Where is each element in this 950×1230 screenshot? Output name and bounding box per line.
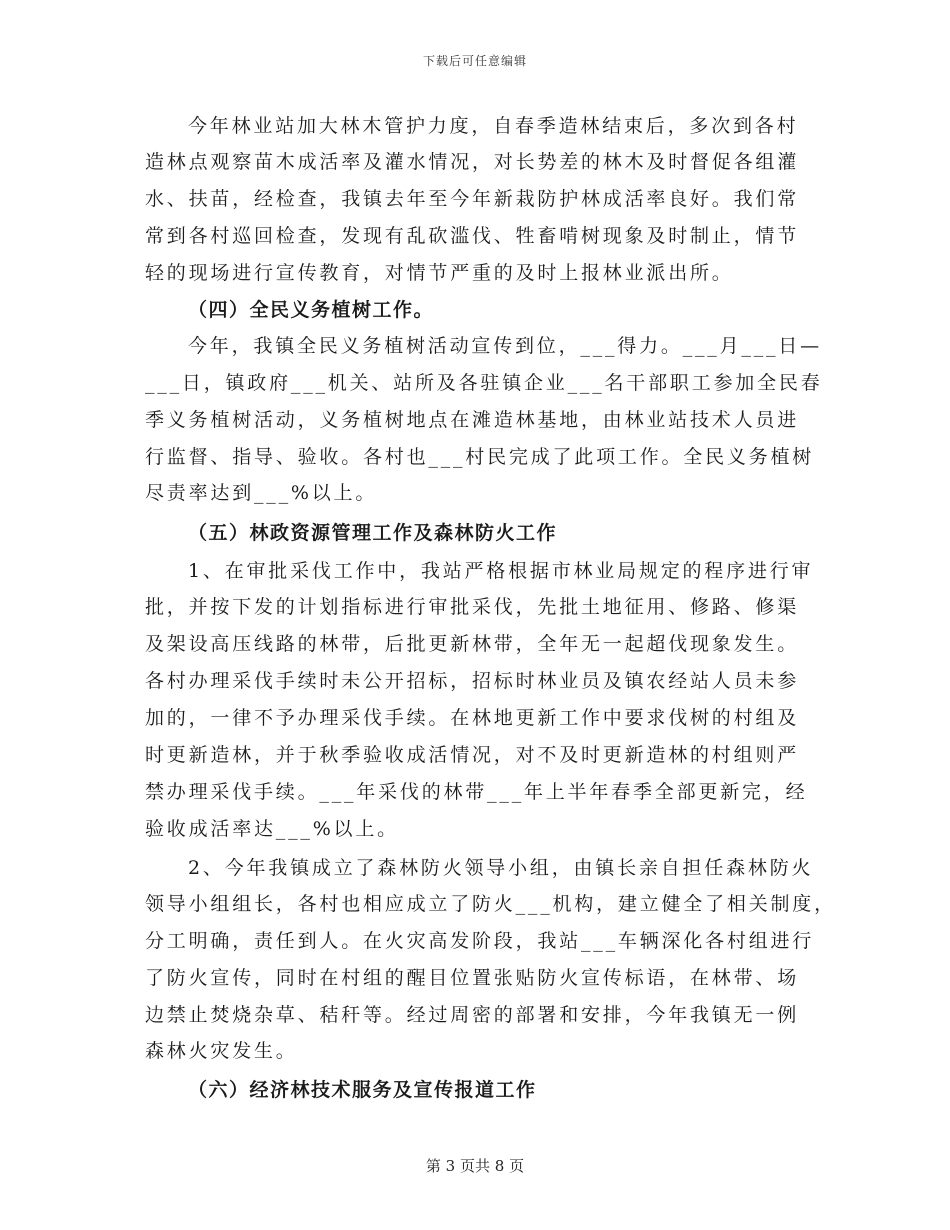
- section-heading: （四）全民义务植树工作。: [188, 299, 435, 321]
- page-footer: 第 3 页共 8 页: [425, 1157, 525, 1175]
- text-line: 今年，我镇全民义务植树活动宣传到位，___得力。___月___日—: [188, 335, 822, 357]
- text-line: 各村办理采伐手续时未公开招标，招标时林业员及镇农经站人员未参: [145, 670, 800, 692]
- text-line: 时更新造林，并于秋季验收成活情况，对不及时更新造林的村组则严: [145, 744, 800, 766]
- text-line: 尽责率达到___%以上。: [145, 482, 378, 504]
- text-line: 季义务植树活动，义务植树地点在滩造林基地，由林业站技术人员进: [145, 409, 800, 431]
- text-line: 2、今年我镇成立了森林防火领导小组，由镇长亲自担任森林防火: [188, 857, 814, 879]
- text-line: 了防火宣传，同时在村组的醒目位置张贴防火宣传标语，在林带、场: [145, 967, 800, 989]
- text-line: 水、扶苗，经检查，我镇去年至今年新栽防护林成活率良好。我们常: [145, 188, 800, 210]
- text-line: 加的，一律不予办理采伐手续。在林地更新工作中要求伐树的村组及: [145, 707, 800, 729]
- text-line: 今年林业站加大林木管护力度，自春季造林结束后，多次到各村: [188, 115, 799, 137]
- text-line: 领导小组组长，各村也相应成立了防火___机构，建立健全了相关制度，: [145, 893, 836, 915]
- section-heading: （六）经济林技术服务及宣传报道工作: [188, 1079, 537, 1101]
- page-header: 下载后可任意编辑: [422, 54, 527, 68]
- text-line: 常到各村巡回检查，发现有乱砍滥伐、牲畜啃树现象及时制止，情节: [145, 225, 800, 247]
- text-line: 1、在审批采伐工作中，我站严格根据市林业局规定的程序进行审: [188, 560, 814, 582]
- text-line: 批，并按下发的计划指标进行审批采伐，先批土地征用、修路、修渠: [145, 596, 800, 618]
- text-line: 禁办理采伐手续。___年采伐的林带___年上半年春季全部更新完，经: [145, 781, 808, 803]
- section-heading: （五）林政资源管理工作及森林防火工作: [188, 522, 558, 544]
- text-line: 轻的现场进行宣传教育，对情节严重的及时上报林业派出所。: [145, 262, 734, 284]
- text-line: ___日，镇政府___机关、站所及各驻镇企业___名干部职工参加全民春: [145, 372, 823, 394]
- text-line: 边禁止焚烧杂草、秸秆等。经过周密的部署和安排，今年我镇无一例: [145, 1004, 800, 1026]
- text-line: 验收成活率达___%以上。: [145, 818, 399, 840]
- text-line: 造林点观察苗木成活率及灌水情况，对长势差的林木及时督促各组灌: [145, 151, 800, 173]
- text-line: 分工明确，责任到人。在火灾高发阶段，我站___车辆深化各村组进行: [145, 930, 815, 952]
- text-line: 森林火灾发生。: [145, 1040, 298, 1062]
- text-line: 行监督、指导、验收。各村也___村民完成了此项工作。全民义务植树: [145, 446, 815, 468]
- text-line: 及架设高压线路的林带，后批更新林带，全年无一起超伐现象发生。: [145, 633, 800, 655]
